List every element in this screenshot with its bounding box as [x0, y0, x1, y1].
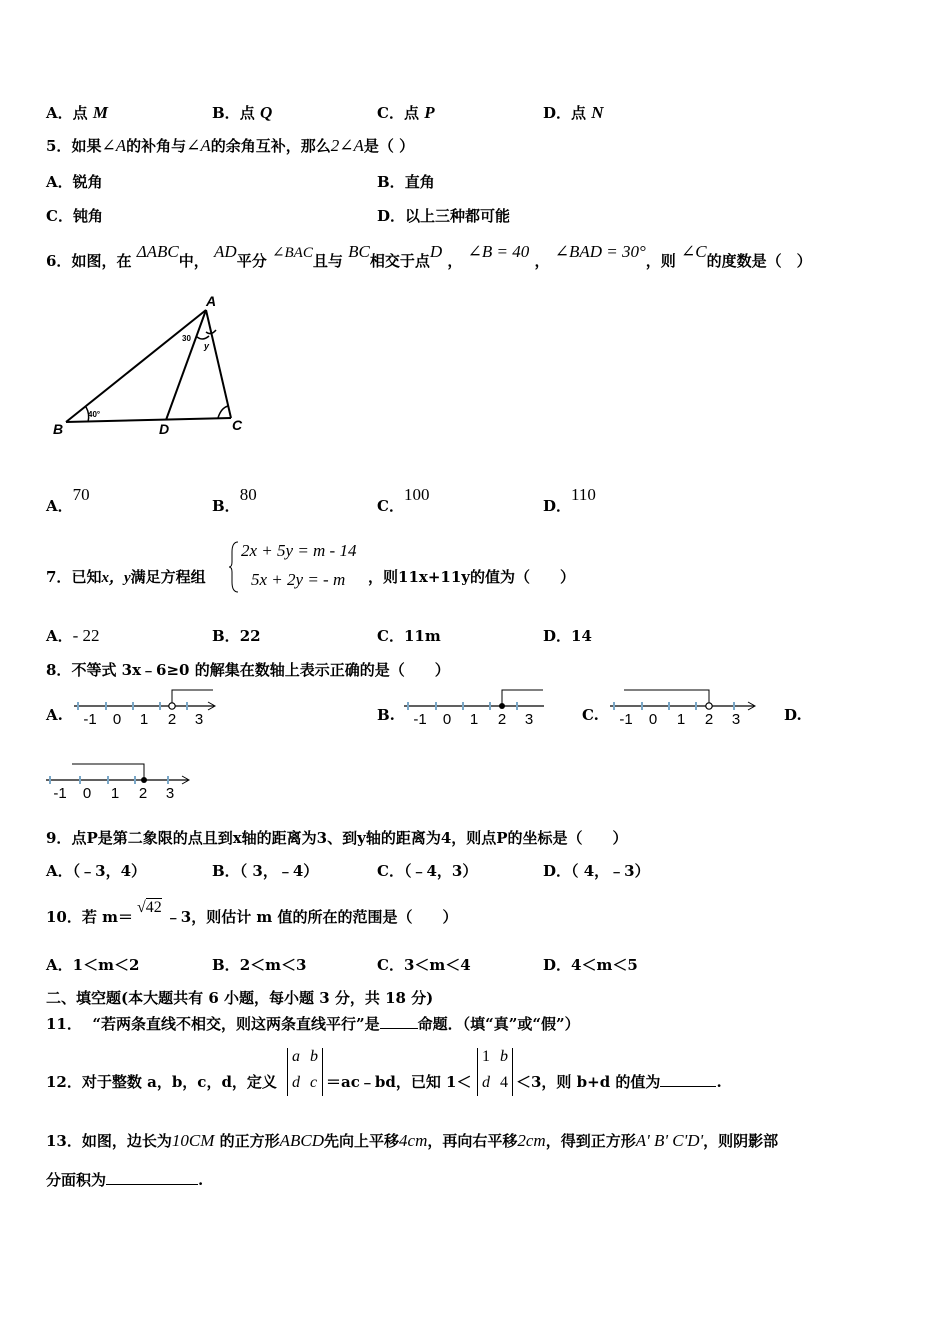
q10-option-c: C．3＜m＜4	[377, 956, 471, 974]
q7-equation-2: 5x + 2y = - m	[251, 570, 346, 589]
q12-stem-3: ＜3，则 b+d 的值为 .	[516, 1073, 722, 1091]
q12-stem-2: ＝ac﹣bd，已知 1＜	[326, 1073, 472, 1091]
q7-option-c: C．11m	[377, 627, 441, 645]
label-d: D	[159, 421, 170, 437]
q4-option-b: B．点 Q	[212, 103, 273, 122]
q11-answer-blank[interactable]	[380, 1028, 418, 1029]
q10-option-a: A．1＜m＜2	[46, 956, 140, 974]
label-b: B	[53, 421, 64, 437]
q5-option-b: B．直角	[377, 173, 435, 191]
q6-option-d: D．110	[543, 485, 596, 515]
q5-option-c: C．钝角	[46, 207, 103, 225]
q8-number-line-b	[398, 686, 548, 728]
q12-answer-blank[interactable]	[660, 1086, 716, 1087]
q8-number-line-c	[604, 686, 764, 728]
svg-text:-1: -1	[413, 711, 427, 728]
angle-bad-arc	[196, 336, 209, 339]
svg-text:0: 0	[648, 711, 658, 728]
svg-text:3: 3	[194, 711, 204, 728]
q12-stem-1: 12．对于整数 a，b，c，d，定义	[46, 1073, 277, 1091]
q8-stem: 8．不等式 3x﹣6≥0 的解集在数轴上表示正确的是（ ）	[46, 661, 450, 679]
svg-text:3: 3	[165, 785, 175, 802]
q9-option-d: D．（ 4，﹣3）	[543, 862, 650, 880]
q8-option-c-label: C.	[582, 706, 599, 724]
q8-option-b-label: B.	[377, 706, 395, 724]
q4-option-c: C．点 P	[377, 103, 435, 122]
filled-point	[499, 703, 505, 709]
svg-text:1: 1	[139, 711, 149, 728]
q6-option-b: B．80	[212, 485, 257, 515]
svg-text:2: 2	[138, 785, 148, 802]
svg-text:0: 0	[82, 785, 92, 802]
q4-option-d: D．点 N	[543, 103, 604, 122]
angle-c-arc	[218, 406, 228, 418]
q6-stem: 6．如图，在 ΔABC中， AD平分 ∠BAC且与 BC相交于点D ， ∠B = 40 ， ∠BAD = 30°，则 ∠C的度数是（ ）	[46, 242, 812, 270]
section-heading: 二、填空题(本大题共有 6 小题，每小题 3 分，共 18 分)	[46, 989, 434, 1007]
q13-stem-line-1: 13．如图，边长为10CM 的正方形ABCD先向上平移4cm，再向右平移2cm，得到正方形A' B' C'D'，则阴影部	[46, 1131, 779, 1150]
q10-option-d: D．4＜m＜5	[543, 956, 638, 974]
q7-system-brace	[228, 540, 240, 594]
q9-option-c: C．（﹣4，3）	[377, 862, 478, 880]
q4-option-a: A．点 M	[46, 103, 109, 122]
svg-text:-1: -1	[53, 785, 67, 802]
q9-stem: 9．点P是第二象限的点且到x轴的距离为3、到y轴的距离为4，则点P的坐标是（ ）	[46, 829, 628, 847]
svg-text:3: 3	[524, 711, 534, 728]
q8-number-line-a	[68, 686, 218, 728]
svg-text:1: 1	[469, 711, 479, 728]
q10-stem: 10．若 m＝√42﹣3，则估计 m 值的所在的范围是（ ）	[46, 899, 458, 926]
side-ac	[206, 310, 231, 418]
sqrt-expression: √42	[136, 899, 162, 916]
svg-text:2: 2	[497, 711, 507, 728]
q6-triangle-figure	[46, 292, 256, 442]
q8-option-a-label: A.	[46, 706, 63, 724]
q6-option-a: A．70	[46, 485, 90, 515]
filled-point	[141, 777, 147, 783]
q5-option-a: A．锐角	[46, 173, 103, 191]
open-point	[169, 703, 175, 709]
q12-determinant-2: 1 b d 4	[477, 1048, 513, 1096]
label-angle-bad: 30	[182, 334, 191, 343]
svg-text:-1: -1	[83, 711, 97, 728]
q12-determinant-1: a b d c	[287, 1048, 323, 1096]
q13-stem-line-2: 分面积为 .	[46, 1171, 204, 1189]
svg-text:0: 0	[442, 711, 452, 728]
q7-option-a: A．- 22	[46, 626, 100, 645]
label-a: A	[206, 293, 217, 309]
q10-option-b: B．2＜m＜3	[212, 956, 307, 974]
svg-text:2: 2	[167, 711, 177, 728]
svg-text:0: 0	[112, 711, 122, 728]
q11-stem: 11． “若两条直线不相交，则这两条直线平行”是 命题．（填“真”或“假”）	[46, 1015, 580, 1033]
svg-text:-1: -1	[619, 711, 633, 728]
svg-text:1: 1	[676, 711, 686, 728]
label-c: C	[232, 417, 243, 433]
q7-option-d: D．14	[543, 627, 592, 645]
q5-stem: 5．如果∠A的补角与∠A的余角互补，那么2∠A是（ ）	[46, 136, 415, 155]
svg-text:2: 2	[704, 711, 714, 728]
q8-option-d-label: D.	[784, 706, 802, 724]
q7-stem-left: 7．已知x，y满足方程组	[46, 568, 206, 586]
q6-option-c: C．100	[377, 485, 430, 515]
q7-stem-right: ，则11x+11y的值为（ ）	[368, 568, 576, 586]
label-angle-b: 40°	[88, 410, 101, 419]
q8-number-line-d	[40, 760, 195, 802]
svg-text:3: 3	[731, 711, 741, 728]
q7-option-b: B．22	[212, 627, 261, 645]
q5-option-d: D．以上三种都可能	[377, 207, 511, 225]
open-point	[706, 703, 712, 709]
label-angle-dac: y	[204, 341, 210, 351]
q13-answer-blank[interactable]	[106, 1184, 198, 1185]
svg-text:1: 1	[110, 785, 120, 802]
q7-equation-1: 2x + 5y = m - 14	[241, 541, 357, 560]
q9-option-a: A．（﹣3，4）	[46, 862, 147, 880]
q9-option-b: B．（ 3，﹣4）	[212, 862, 319, 880]
